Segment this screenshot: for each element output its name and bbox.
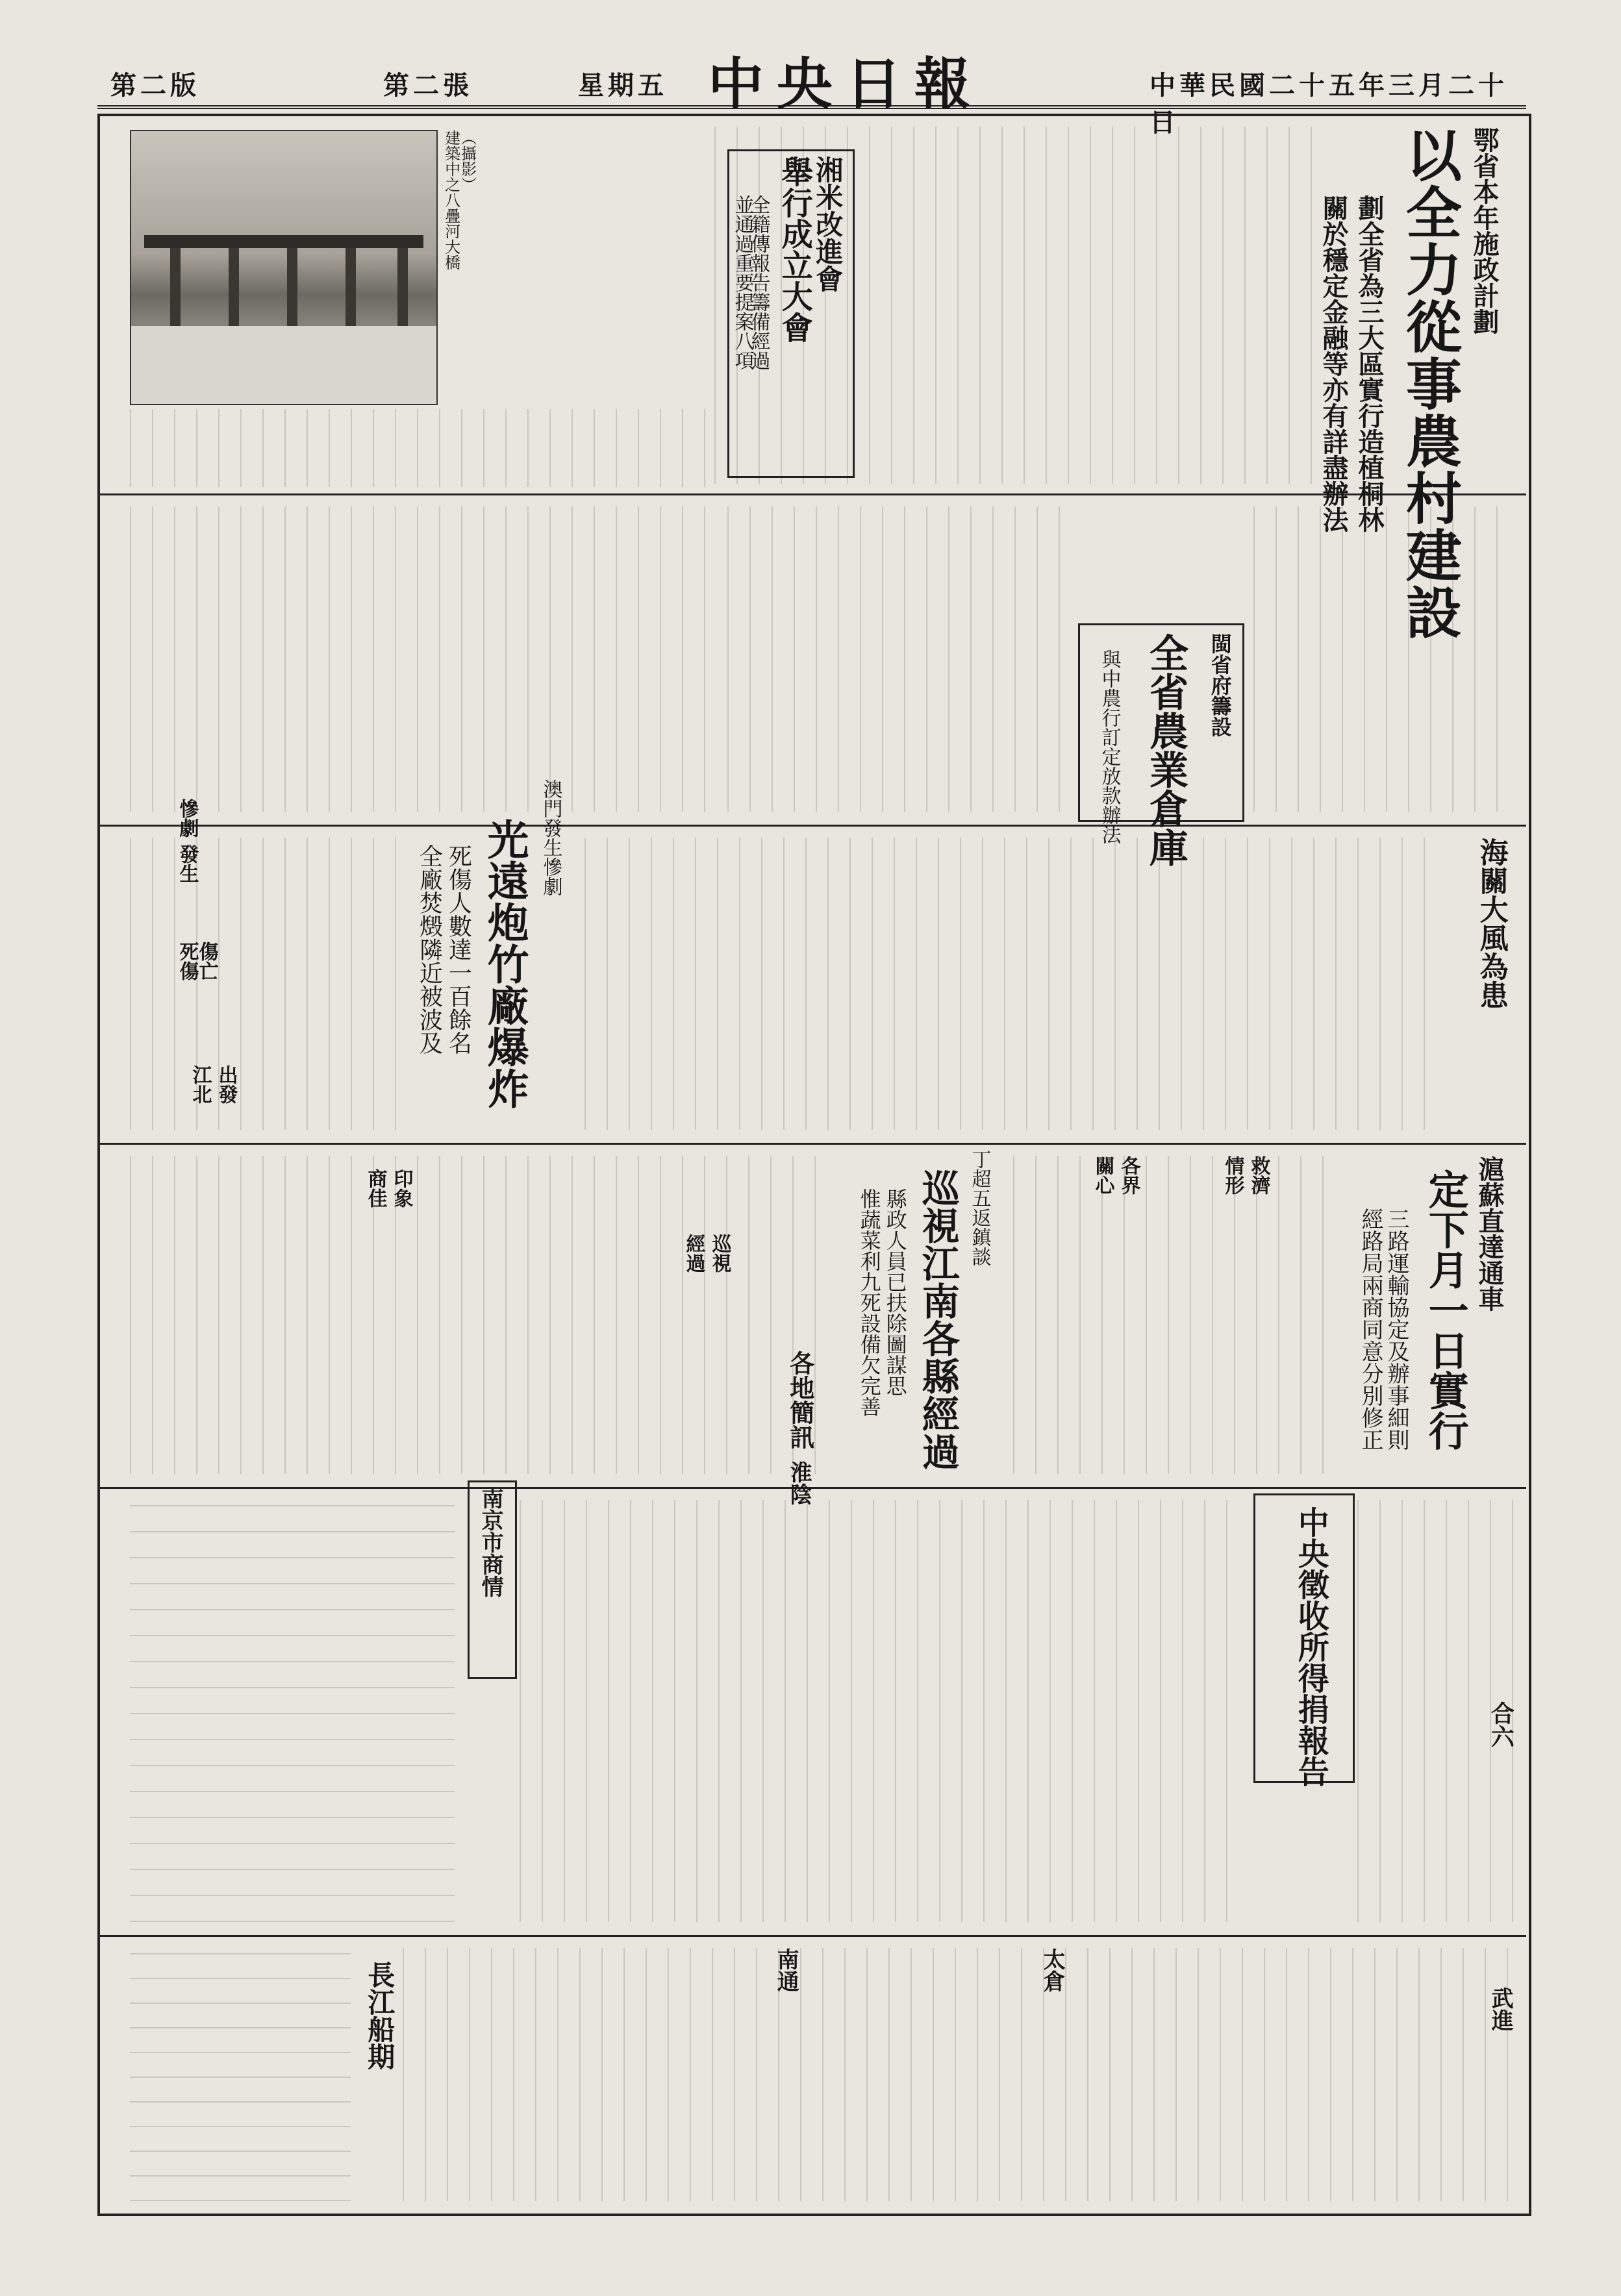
bridge-pier bbox=[397, 248, 408, 326]
section-head: 發生 bbox=[175, 844, 199, 883]
divider bbox=[97, 1935, 1526, 1937]
bridge-pier bbox=[229, 248, 239, 326]
bridge-deck bbox=[144, 235, 423, 248]
section-head: 江北 bbox=[188, 1065, 212, 1104]
article-body bbox=[1013, 1156, 1338, 1474]
rice-body bbox=[130, 409, 714, 487]
section-head: 出發 bbox=[214, 1065, 238, 1104]
article-body bbox=[130, 838, 403, 1130]
road-kicker: 滬蘇直達通車 bbox=[1474, 1156, 1505, 1312]
section-head: 救濟 bbox=[1247, 1156, 1270, 1195]
warehouse-title: 全省農業倉庫 bbox=[1143, 633, 1188, 867]
macau-subtitle-2: 全廠焚燬隣近被波及 bbox=[416, 844, 443, 1054]
article-body bbox=[130, 506, 714, 812]
market-table bbox=[130, 1500, 455, 1922]
market-title: 南京市商情 bbox=[477, 1487, 504, 1597]
place-head: 武進 bbox=[1487, 1987, 1514, 2031]
photo-caption: 建築中之八疊河大橋 bbox=[442, 130, 460, 270]
tax-title: 中央徵收所得捐報告 bbox=[1292, 1506, 1329, 1787]
lead-subtitle-1: 劃全省為三大區實行造植桐林 bbox=[1354, 195, 1385, 532]
road-subtitle-1: 三路運輸協定及辦事細則 bbox=[1383, 1208, 1410, 1451]
river-water bbox=[131, 326, 436, 404]
macau-title: 光遠炮竹廠爆炸 bbox=[480, 818, 529, 1109]
brief-news-title: 各地簡訊 bbox=[785, 1351, 815, 1449]
section-head: 合六 bbox=[1487, 1701, 1515, 1748]
section-head: 印象 bbox=[390, 1169, 413, 1208]
shipping-title: 長江船期 bbox=[364, 1961, 396, 2070]
masthead: 中央日報 bbox=[708, 51, 983, 117]
header-page: 第二版 bbox=[110, 70, 200, 101]
divider bbox=[97, 1143, 1526, 1145]
lead-kicker: 鄂省本年施政計劃 bbox=[1469, 127, 1500, 334]
divider bbox=[97, 493, 1526, 495]
article-body bbox=[584, 838, 1429, 1130]
place-head: 淮陰 bbox=[786, 1461, 812, 1505]
section-head: 商佳 bbox=[364, 1169, 387, 1208]
divider bbox=[97, 1487, 1526, 1489]
article-body bbox=[727, 506, 1072, 812]
article-body bbox=[520, 1500, 1240, 1922]
divider bbox=[97, 825, 1526, 827]
place-head: 太倉 bbox=[1039, 1948, 1066, 1992]
article-body bbox=[130, 1156, 831, 1474]
header-date: 中華民國二十五年三月二十日 bbox=[1150, 70, 1508, 138]
lead-title: 以全力從事農村建設 bbox=[1396, 127, 1462, 641]
rice-subtitle-1: 全籍傳報告籌備經過 bbox=[747, 195, 770, 370]
bridge-pier bbox=[346, 248, 356, 326]
section-head: 關心 bbox=[1091, 1156, 1114, 1195]
section-head: 經過 bbox=[682, 1234, 705, 1273]
article-body bbox=[1253, 506, 1513, 812]
header-sheet: 第二張 bbox=[383, 70, 473, 101]
macau-subtitle-1: 死傷人數達一百餘名 bbox=[445, 844, 472, 1054]
lead-subtitle-2: 關於穩定金融等亦有詳盡辦法 bbox=[1318, 195, 1349, 532]
photo-caption-credit: （攝影） bbox=[458, 130, 477, 192]
bridge-pier bbox=[287, 248, 297, 326]
section-head: 傷亡 bbox=[195, 942, 218, 980]
bridge-pier bbox=[170, 248, 181, 326]
section-head: 死傷 bbox=[175, 942, 199, 980]
section-head: 各界 bbox=[1117, 1156, 1140, 1195]
road-subtitle-2: 經路局兩商同意分別修正 bbox=[1357, 1208, 1384, 1451]
section-head: 慘劇 bbox=[175, 799, 199, 838]
jiangnan-title: 巡視江南各縣經過 bbox=[915, 1169, 960, 1470]
jiangnan-subtitle-1: 縣政人員已扶除圖謀思 bbox=[883, 1188, 908, 1396]
rice-title-1: 湘米改進會 bbox=[812, 156, 844, 292]
macau-kicker: 澳門發生慘劇 bbox=[539, 779, 562, 896]
shipping-table bbox=[130, 1948, 351, 2201]
road-title: 定下月一日實行 bbox=[1422, 1169, 1470, 1451]
section-head: 巡視 bbox=[708, 1234, 731, 1273]
rice-subtitle-2: 並通過重要提案八項 bbox=[731, 195, 754, 370]
article-body bbox=[403, 1948, 1513, 2201]
place-head: 南通 bbox=[773, 1948, 799, 1992]
warehouse-kicker: 閩省府籌設 bbox=[1207, 633, 1233, 737]
bridge-photo bbox=[130, 130, 438, 405]
rice-title-2: 舉行成立大會 bbox=[776, 156, 813, 343]
jiangnan-subtitle-2: 惟蔬菜利九死設備欠完善 bbox=[857, 1188, 882, 1417]
header-weekday: 星期五 bbox=[578, 70, 668, 101]
jiangnan-kicker: 丁超五返鎮談 bbox=[968, 1149, 991, 1266]
typhoon-title: 海關大風為患 bbox=[1474, 838, 1508, 1009]
warehouse-subtitle: 與中農行訂定放款辦法 bbox=[1098, 649, 1121, 844]
section-head: 情形 bbox=[1221, 1156, 1244, 1195]
